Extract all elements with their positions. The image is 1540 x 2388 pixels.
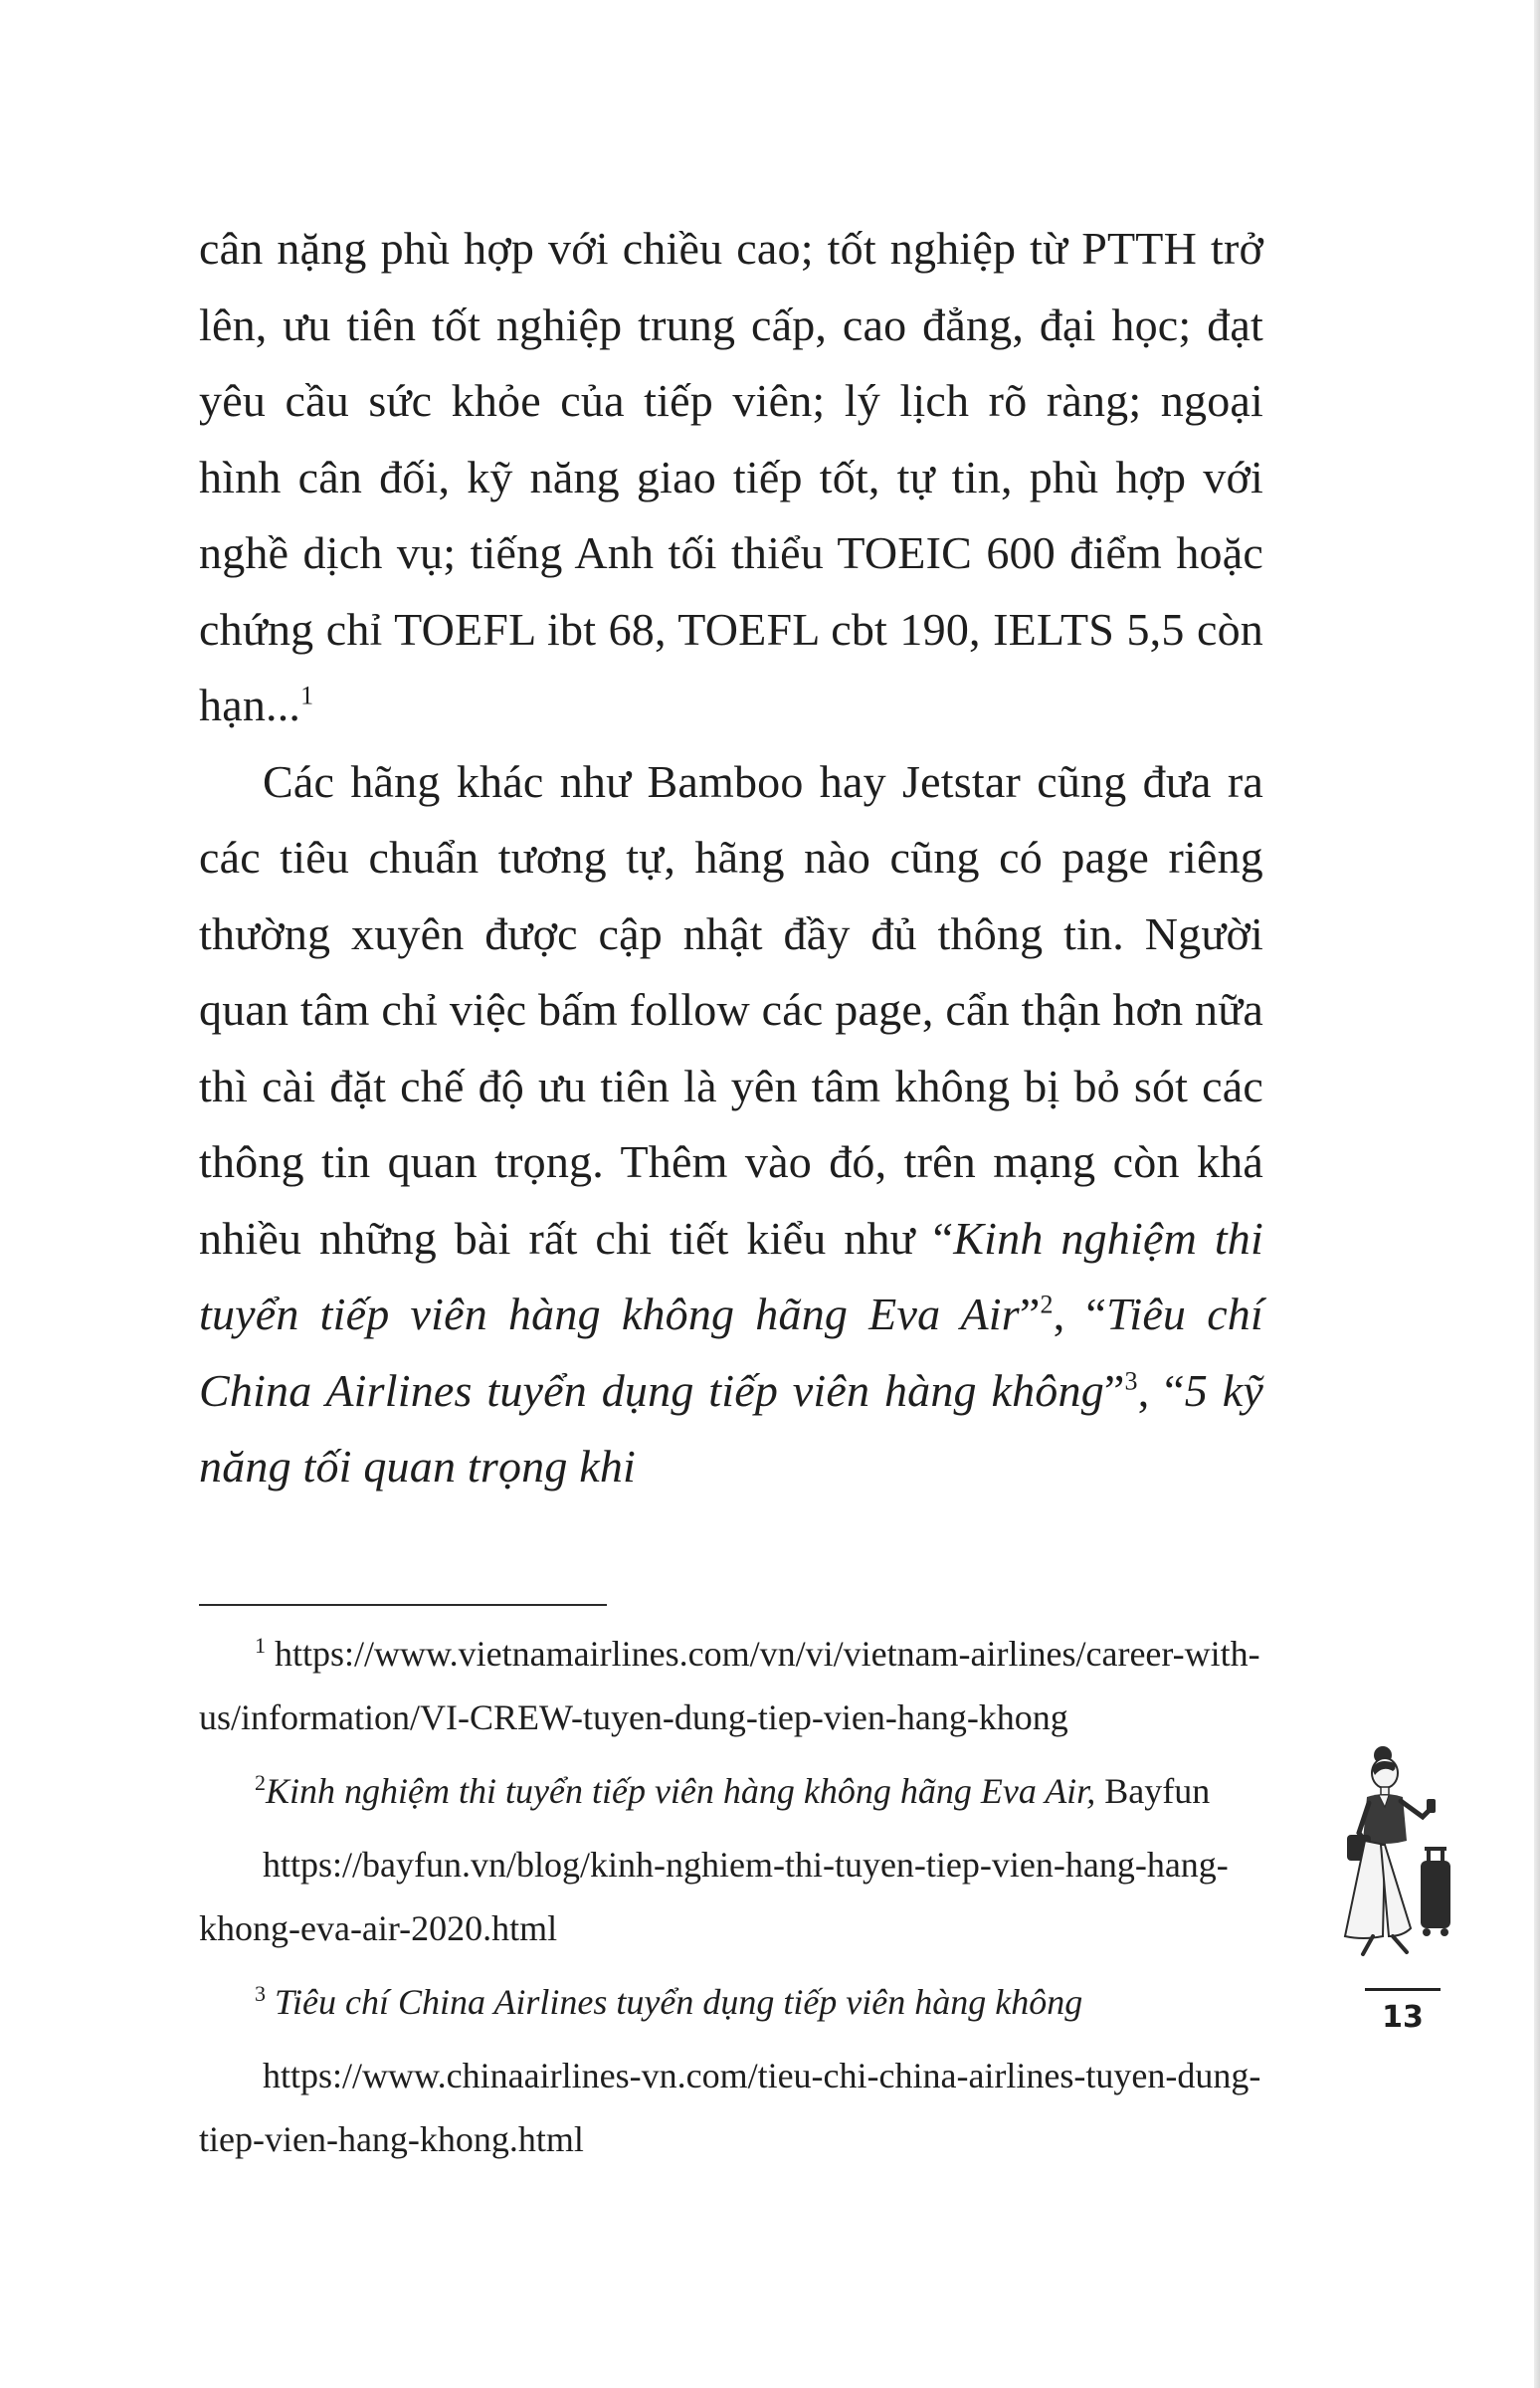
paragraph-1 xyxy=(199,211,1263,744)
footnote-3-title: Tiêu chí China Airlines tuyển dụng tiếp viên hàng không xyxy=(275,1982,1083,2022)
footnote-3-url[interactable]: https://www.chinaairlines-vn.com/tieu-chi-china-airlines-tuyen-dung-tiep-vien-hang-khong.html xyxy=(199,2056,1261,2159)
footnotes xyxy=(199,1622,1263,2181)
separator-2: , “ xyxy=(1137,1364,1185,1416)
footnote-2-link xyxy=(199,1833,1263,1960)
quote-eva-air: Kinh nghiệm thi tuyển tiếp viên hàng không hãng Eva Air xyxy=(199,1212,1263,1339)
footnote-3-link xyxy=(199,2044,1263,2171)
main-text xyxy=(199,211,1263,1505)
footnote-2-title: Kinh nghiệm thi tuyển tiếp viên hàng không hãng Eva Air, xyxy=(266,1771,1096,1811)
footnote-2 xyxy=(199,1759,1263,1823)
footnote-2-url[interactable]: https://bayfun.vn/blog/kinh-nghiem-thi-tuyen-tiep-vien-hang-hang-khong-eva-air-2020.html xyxy=(199,1845,1229,1948)
quote-2-close: ” xyxy=(1103,1364,1125,1416)
page-number: 13 xyxy=(1382,2000,1424,2035)
page-edge-shadow xyxy=(1534,0,1540,2388)
footnote-divider xyxy=(199,1604,607,1606)
footnote-ref-3[interactable]: 3 xyxy=(1124,1366,1138,1396)
flight-attendant-walking-with-suitcase-icon xyxy=(1323,1741,1462,1960)
footnote-1-url[interactable]: https://www.vietnamairlines.com/vn/vi/vietnam-airlines/career-with-us/information/VI-CREW-tuyen-dung-tiep-vien-hang-khong xyxy=(199,1634,1260,1737)
footnote-1-number: 1 xyxy=(255,1633,266,1658)
footnote-3 xyxy=(199,1970,1263,2034)
separator-1: , “ xyxy=(1053,1289,1107,1339)
footnote-ref-2[interactable]: 2 xyxy=(1040,1290,1054,1319)
footnote-2-number: 2 xyxy=(255,1770,266,1795)
footnote-ref-1[interactable]: 1 xyxy=(300,681,314,710)
page-number-rule xyxy=(1365,1988,1441,1991)
quote-china-airlines: Tiêu chí China Airlines tuyển dụng tiếp viên hàng không xyxy=(199,1289,1263,1416)
quote-1-close: ” xyxy=(1019,1289,1041,1339)
paragraph-2-text: Các hãng khác như Bamboo hay Jetstar cũng đưa ra các tiêu chuẩn tương tự, hãng nào cũng có page riêng thường xuyên được cập nhật đầy đủ thông tin. Người quan tâm chỉ việc bấm follow các page, cẩn thận hơn nữa thì cài đặt chế độ ưu tiên là yên tâm không bị bỏ sót các thông tin quan trọng. Thêm vào đó, trên mạng còn khá nhiều những bài rất chi tiết kiểu như “ xyxy=(199,755,1263,1264)
footnote-3-number: 3 xyxy=(255,1981,266,2006)
paragraph-2 xyxy=(199,744,1263,1505)
quote-five-skills: 5 kỹ năng tối quan trọng khi xyxy=(199,1364,1263,1492)
footnote-2-source: Bayfun xyxy=(1095,1771,1211,1811)
paragraph-1-text: cân nặng phù hợp với chiều cao; tốt nghiệp từ PTTH trở lên, ưu tiên tốt nghiệp trung cấp, cao đẳng, đại học; đạt yêu cầu sức khỏe của tiếp viên; lý lịch rõ ràng; ngoại hình cân đối, kỹ năng giao tiếp tốt, tự tin, phù hợp với nghề dịch vụ; tiếng Anh tối thiểu TOEIC 600 điểm hoặc chứng chỉ TOEFL ibt 68, TOEFL cbt 190, IELTS 5,5 còn hạn... xyxy=(199,223,1263,730)
footnote-1 xyxy=(199,1622,1263,1749)
